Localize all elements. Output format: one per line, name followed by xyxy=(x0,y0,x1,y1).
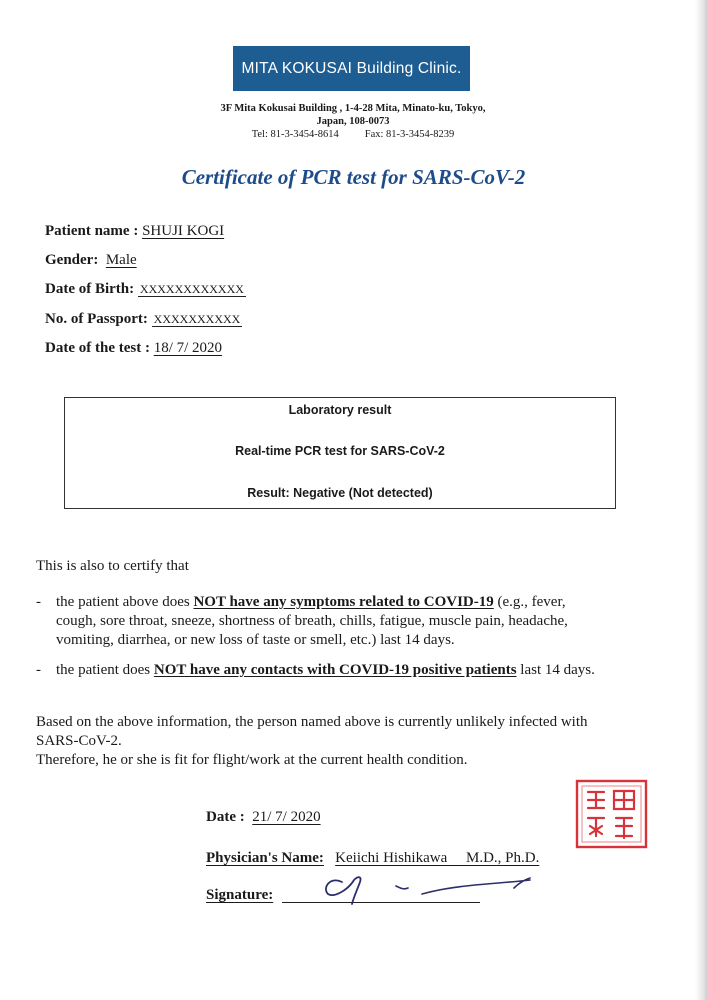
test-date-value: 18/ 7/ 2020 xyxy=(153,340,223,356)
clinic-fax: Fax: 81-3-3454-8239 xyxy=(364,129,455,140)
clinic-contact xyxy=(180,128,526,141)
physician-field xyxy=(206,850,539,867)
conclusion-line-3: Therefore, he or she is fit for flight/work at the current health condition. xyxy=(36,752,468,768)
lab-heading: Laboratory result xyxy=(288,403,392,417)
passport-value: XXXXXXXXXX xyxy=(153,312,241,326)
item1-pre: the patient above does xyxy=(56,594,194,610)
patient-name-value: SHUJI KOGI xyxy=(142,223,225,239)
conclusion xyxy=(36,713,666,770)
physician-value: Keiichi Hishikawa M.D., Ph.D. xyxy=(335,850,540,866)
patient-name-label: Patient name : xyxy=(45,223,139,239)
item2-pre: the patient does xyxy=(56,662,154,678)
clinic-address xyxy=(180,102,526,128)
certificate-title: Certificate of PCR test for SARS-CoV-2 xyxy=(181,165,526,189)
certify-intro: This is also to certify that xyxy=(36,558,189,574)
item1-line-2: cough, sore throat, sneeze, shortness of breath, chills, fatigue, muscle pain, headache, xyxy=(56,613,568,629)
item1-post: (e.g., fever, xyxy=(493,594,566,610)
signature-label: Signature: xyxy=(206,887,274,903)
certify-item-symptoms xyxy=(56,593,656,650)
address-line-2: Japan, 108-0073 xyxy=(316,116,390,127)
patient-name-field xyxy=(45,223,224,240)
handwritten-signature xyxy=(318,868,538,908)
clinic-tel: Tel: 81-3-3454-8614 xyxy=(251,129,339,140)
lab-test-name: Real-time PCR test for SARS-CoV-2 xyxy=(235,444,445,458)
official-seal-stamp xyxy=(574,778,649,850)
dob-field xyxy=(45,281,246,298)
issue-date-field xyxy=(206,809,321,826)
passport-field xyxy=(45,311,242,328)
issue-date-label: Date : xyxy=(206,809,245,825)
test-date-field xyxy=(45,340,222,357)
item2-post: last 14 days. xyxy=(516,662,595,678)
clinic-name: MITA KOKUSAI Building Clinic. xyxy=(241,59,462,77)
address-line-1: 3F Mita Kokusai Building , 1-4-28 Mita, Minato-ku, Tokyo, xyxy=(220,103,486,114)
item2-emphasis: NOT have any contacts with COVID-19 positive patients xyxy=(153,662,517,678)
bullet-dash-2: - xyxy=(36,662,41,678)
gender-label: Gender: xyxy=(45,252,99,268)
scan-page-edge xyxy=(695,0,707,1000)
test-date-label: Date of the test : xyxy=(45,340,150,356)
item1-line-3: vomiting, diarrhea, or new loss of taste or smell, etc.) last 14 days. xyxy=(56,632,455,648)
clinic-logo xyxy=(233,46,470,91)
conclusion-line-2: SARS-CoV-2. xyxy=(36,733,122,749)
certify-item-contacts xyxy=(56,661,595,680)
passport-label: No. of Passport: xyxy=(45,311,148,327)
signature-field xyxy=(206,887,273,904)
dob-label: Date of Birth: xyxy=(45,281,135,297)
lab-result: Result: Negative (Not detected) xyxy=(247,486,433,500)
gender-value: Male xyxy=(105,252,137,268)
conclusion-line-1: Based on the above information, the person named above is currently unlikely infected with xyxy=(36,714,588,730)
dob-value: XXXXXXXXXXXX xyxy=(139,282,244,296)
item1-emphasis: NOT have any symptoms related to COVID-19 xyxy=(193,594,494,610)
issue-date-value: 21/ 7/ 2020 xyxy=(252,809,321,825)
gender-field xyxy=(45,252,137,269)
bullet-dash-1: - xyxy=(36,594,41,610)
physician-label: Physician's Name: xyxy=(206,850,324,866)
lab-result-box xyxy=(64,397,616,509)
